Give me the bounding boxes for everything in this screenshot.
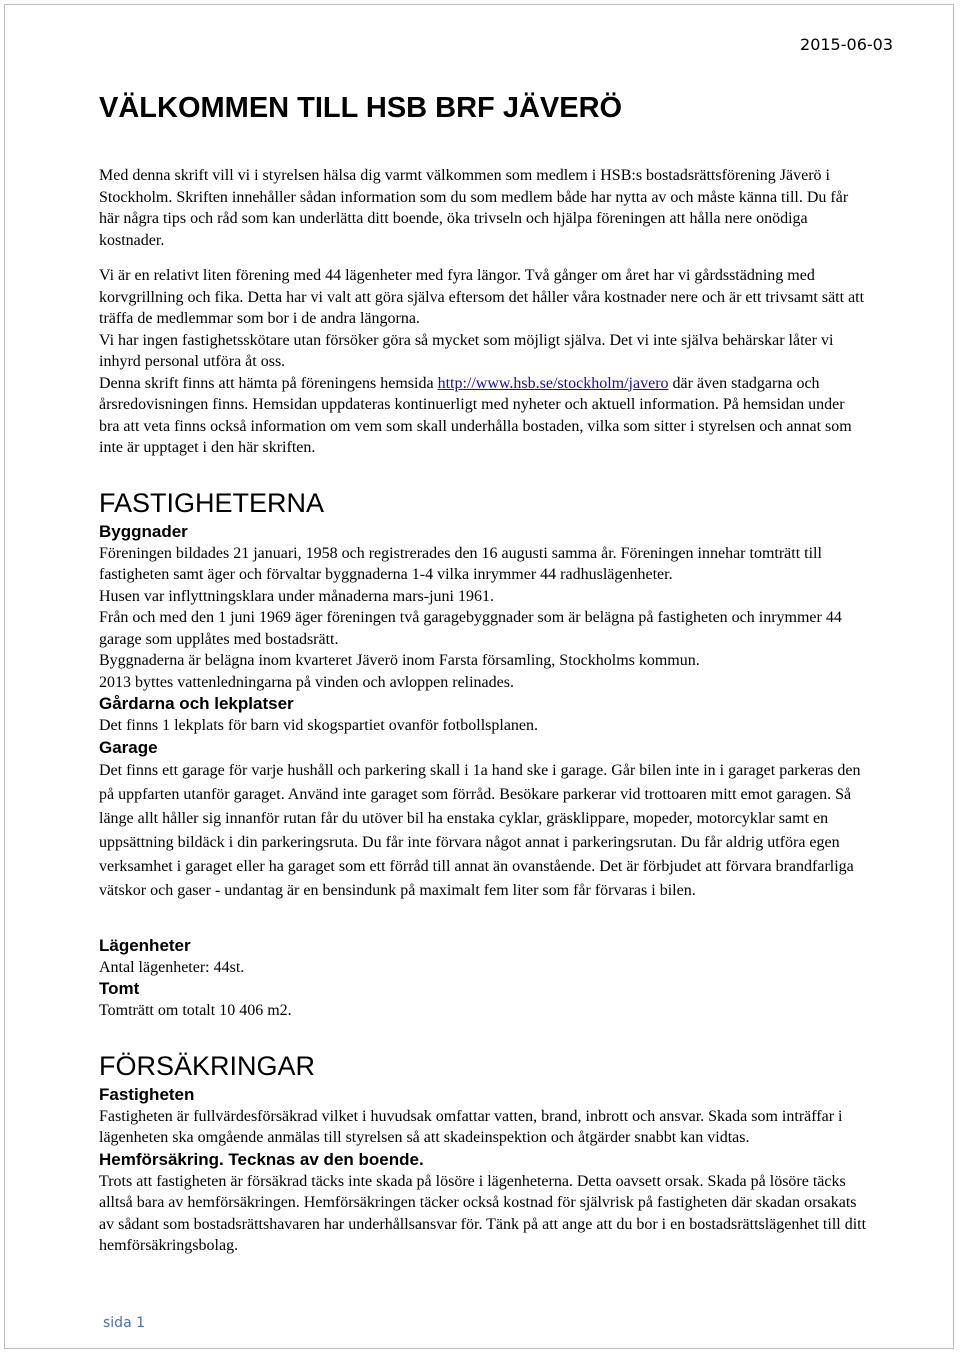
section-heading-fastigheterna: FASTIGHETERNA — [99, 487, 325, 518]
hemforsakring-text: Trots att fastigheten är försäkrad täcks inte skada på lösöre i lägenheterna. Detta oavsett orsak. Skada på lösöre täcks alltså bara av hemförsäkringen. Hemförsäkringen täcker också kostnad för självrisk på fastigheten där skadan orsakats av sådant som bostadsrättshavaren har underhållsansvar för. Tänk på att ange att du bor i en bostadsrättslägenhet till ditt hemförsäkringsbolag. — [99, 1172, 867, 1254]
subheading-lagenheter: Lägenheter — [99, 935, 191, 955]
subheading-byggnader: Byggnader — [99, 521, 188, 541]
subheading-garage: Garage — [99, 737, 158, 757]
byggnader-line: Husen var inflyttningsklara under månaderna mars-juni 1961. — [99, 587, 494, 605]
page-number: sida 1 — [103, 1315, 146, 1331]
intro-paragraph-1: Med denna skrift vill vi i styrelsen hälsa dig varmt välkommen som medlem i HSB:s bostadsrättsförening Jäverö i Stockholm. Skriften innehåller sådan information som du som medlem både har nytta av och måste känna till. Du får här några tips och råd som kan underlätta ditt boende, öka trivseln och hjälpa föreningen att hålla nere onödiga kostnader. — [99, 167, 849, 249]
page-title: VÄLKOMMEN TILL HSB BRF JÄVERÖ — [99, 92, 623, 124]
intro-paragraph-3: Vi har ingen fastighetsskötare utan försöker göra så mycket som möjligt själva. Det vi inte själva behärskar låter vi inhyrd personal utföra åt oss. — [99, 331, 834, 370]
document-body — [99, 91, 869, 1257]
document-page — [4, 4, 954, 1349]
gardarna-text: Det finns 1 lekplats för barn vid skogspartiet ovanför fotbollsplanen. — [99, 717, 539, 734]
garage-text: Det finns ett garage för varje hushåll och parkering skall i 1a hand ske i garage. Går bilen inte in i garaget parkeras den på uppfarten utanför garaget. Använd inte garaget som förråd. Besökare parkerar vid trottoaren mitt emot garagen. Så länge allt håller sig innanför rutan får du utöver bil ha enstaka cyklar, gräsklippare, mopeder, motorcyklar samt en uppsättning bildäck i din parkeringsruta. Du får inte förvara något annat i parkeringsrutan. Du får aldrig utföra egen verksamhet i garaget eller ha garaget som ett förråd till annat än ovanstående. Det är förbjudet att förvara brandfarliga vätskor och gaser - undantag är en bensindunk på maximalt fem liter som får förvaras i bilen. — [99, 761, 861, 899]
intro-paragraph-4 — [99, 373, 869, 459]
homepage-link[interactable]: http://www.hsb.se/stockholm/javero — [437, 374, 669, 392]
byggnader-line: Från och med den 1 juni 1969 äger föreningen två garagebyggnader som är belägna på fastigheten och inrymmer 44 garage som upplåtes med bostadsrätt. — [99, 609, 842, 648]
byggnader-line: Byggnaderna är belägna inom kvarteret Jäverö inom Farsta församling, Stockholms kommun. — [99, 652, 700, 669]
byggnader-line: Föreningen bildades 21 januari, 1958 och registrerades den 16 augusti samma år. Föreningen innehar tomträtt till fastigheten samt äger och förvaltar byggnaderna 1-4 vilka inrymmer 44 radhuslägenheter. — [99, 544, 822, 583]
subheading-hemforsakring: Hemförsäkring. Tecknas av den boende. — [99, 1149, 424, 1169]
byggnader-line: 2013 byttes vattenledningarna på vinden och avloppen relinades. — [99, 673, 514, 691]
tomt-text: Tomträtt om totalt 10 406 m2. — [99, 1002, 292, 1019]
section-heading-forsakringar: FÖRSÄKRINGAR — [99, 1050, 316, 1081]
subheading-tomt: Tomt — [99, 979, 140, 998]
fastigheten-text: Fastigheten är fullvärdesförsäkrad vilket i huvudsak omfattar vatten, brand, inbrott och ansvar. Skada som inträffar i lägenheten ska omgående anmälas till styrelsen så att skadeinspektion och åtgärder snabbt kan vidtas. — [99, 1107, 843, 1146]
lagenheter-text: Antal lägenheter: 44st. — [99, 958, 245, 976]
subheading-fastigheten: Fastigheten — [99, 1084, 195, 1104]
document-date: 2015-06-03 — [800, 35, 893, 54]
subheading-gardarna: Gårdarna och lekplatser — [99, 694, 294, 713]
intro-p4-before: Denna skrift finns att hämta på föreningens hemsida — [99, 374, 438, 392]
intro-paragraph-2: Vi är en relativt liten förening med 44 lägenheter med fyra längor. Två gånger om året har vi gårdsstädning med korvgrillning och fika. Detta har vi valt att göra själva eftersom det håller våra kostnader nere och är ett trivsamt sätt att träffa de medlemmar som bor i de andra längorna. — [99, 267, 865, 327]
intro-p4-after: där även stadgarna och årsredovisningen finns. Hemsidan uppdateras kontinuerligt med nyheter och aktuell information. På hemsidan under bra att veta finns också information om vem som skall underhålla bostaden, vilka som sitter i styrelsen och annat som inte är upptaget i den här skriften. — [99, 374, 852, 456]
